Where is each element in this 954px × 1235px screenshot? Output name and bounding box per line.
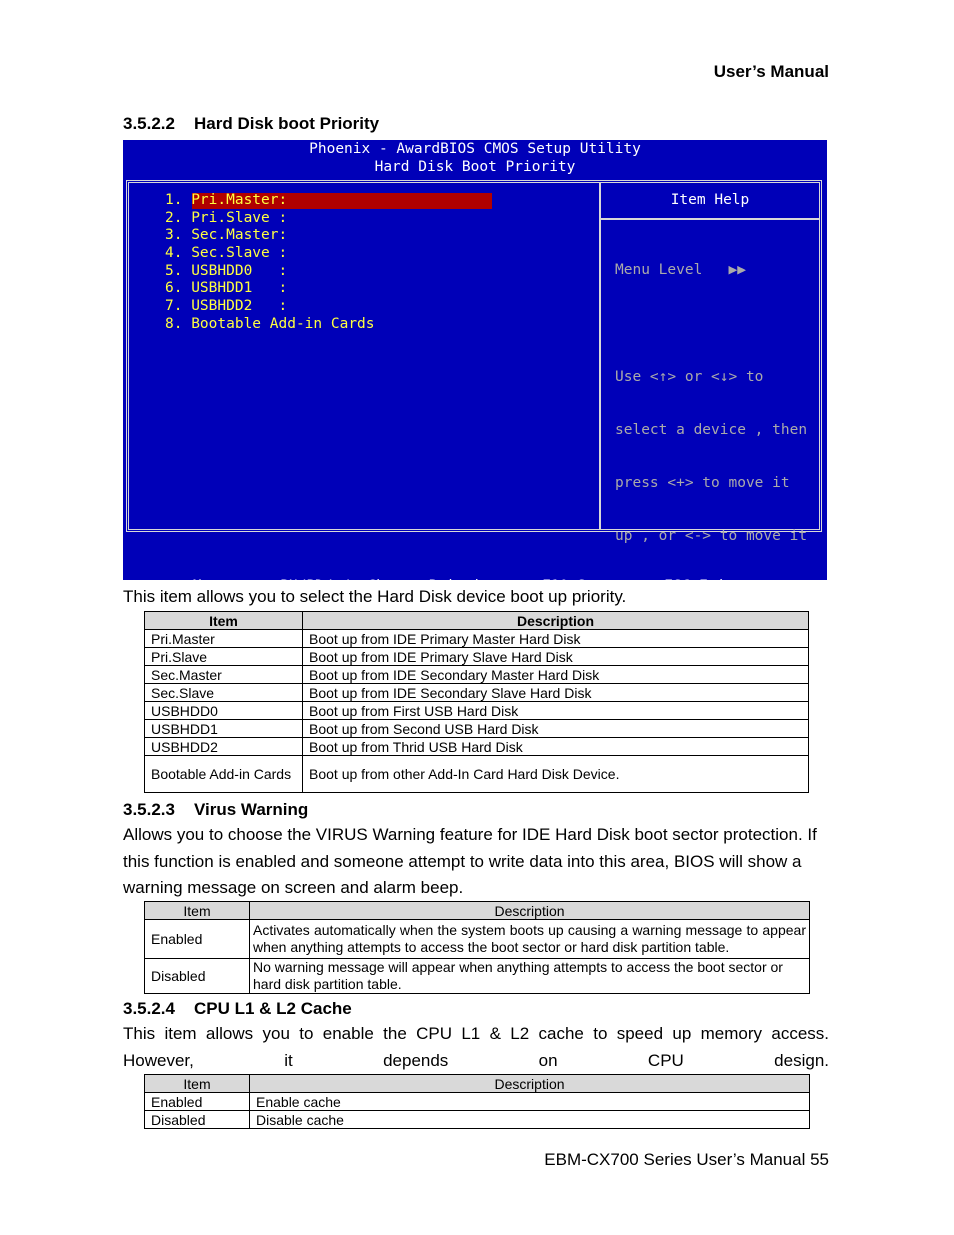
table-row: USBHDD2 Boot up from Thrid USB Hard Disk [145,738,809,756]
bios-menu [165,192,375,334]
table-row: USBHDD1 Boot up from Second USB Hard Disk [145,720,809,738]
table-row: Pri.Slave Boot up from IDE Primary Slave Hard Disk [145,648,809,666]
bios-divider [599,183,601,529]
section-title-cache [123,999,352,1019]
section-title-hdd [123,114,379,134]
table-header-row: Item Description [145,902,810,920]
running-header: User’s Manual [713,62,829,81]
page-footer: EBM-CX700 Series User’s Manual 55 [544,1150,829,1169]
item-help-title: Item Help [670,192,750,208]
table-header-row: Item Description [145,1075,810,1093]
bios-menu-item[interactable]: 3. Sec.Master: [165,227,288,244]
bios-screenshot [123,140,827,580]
bios-titlebar [123,140,827,176]
bios-menu-item[interactable]: 4. Sec.Slave : [165,245,288,262]
cache-paragraph: This item allows you to enable the CPU L1 & L2 cache to speed up memory access. However, it depends on CPU design. [123,1024,829,1070]
bios-subtitle: Hard Disk Boot Priority [374,158,576,175]
bios-menu-item[interactable]: 6. USBHDD1 : [165,280,288,297]
table-row: Enabled Activates automatically when the system boots up causing a warning message to appear when anything attempts to access the boot sector or hard disk partition table. [145,920,810,959]
section-title-virus [123,800,308,820]
bios-key-legend [123,543,827,580]
bios-menu-item[interactable]: 2. Pri.Slave : [165,209,288,226]
cpu-cache-table [144,1074,810,1129]
bios-title: Phoenix - AwardBIOS CMOS Setup Utility [309,141,641,157]
section-number: 3.5.2.2 [123,114,175,133]
table-row: Disabled Disable cache [145,1111,810,1129]
hdd-intro: This item allows you to select the Hard Disk device boot up priority. [123,587,627,606]
virus-warning-table [144,901,810,994]
virus-paragraph: Allows you to choose the VIRUS Warning feature for IDE Hard Disk boot sector protection. If this function is enabled and someone attempt to write data into this area, BIOS will show a warning message on screen and alarm beep. [123,825,817,897]
bios-menu-item[interactable]: 1. Pri.Master: [165,192,375,210]
table-row: Bootable Add-in Cards Boot up from other Add-In Card Hard Disk Device. [145,756,809,793]
table-row: Disabled No warning message will appear when anything attempts to access the boot sector or hard disk partition table. [145,959,810,994]
section-heading: CPU L1 & L2 Cache [194,999,352,1018]
table-row: Pri.Master Boot up from IDE Primary Master Hard Disk [145,630,809,648]
table-row: Sec.Master Boot up from IDE Secondary Master Hard Disk [145,666,809,684]
section-heading: Virus Warning [194,800,309,819]
table-row: Enabled Enable cache [145,1093,810,1111]
bios-help-separator [601,218,819,220]
hdd-priority-table [144,611,809,793]
bios-menu-item[interactable]: 7. USBHDD2 : [165,298,288,315]
section-number: 3.5.2.4 [123,999,175,1018]
table-row: Sec.Slave Boot up from IDE Secondary Slave Hard Disk [145,684,809,702]
section-heading: Hard Disk boot Priority [194,114,380,133]
bios-menu-item[interactable]: 8. Bootable Add-in Cards [165,315,375,332]
item-help-text: Menu Level ▶▶ Use <↑> or <↓> to select a device , then press <+> to move it up , or <-> to move it [615,262,808,544]
table-header-row: Item Description [145,612,809,630]
section-number: 3.5.2.3 [123,800,175,819]
bios-menu-item[interactable]: 5. USBHDD0 : [165,262,288,279]
table-row: USBHDD0 Boot up from First USB Hard Disk [145,702,809,720]
